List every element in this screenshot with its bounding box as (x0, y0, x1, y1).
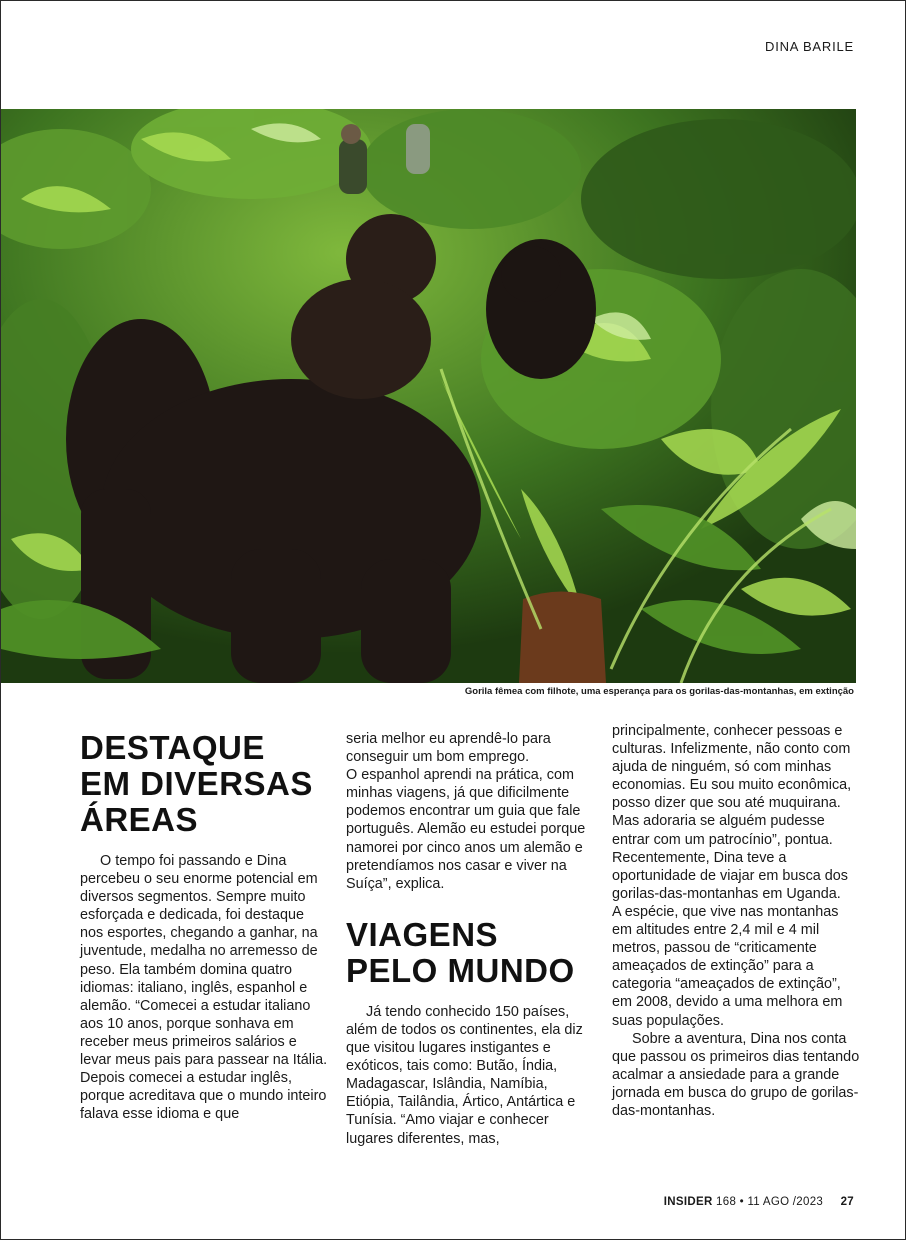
page-number: 27 (840, 1196, 854, 1208)
paragraph: seria melhor eu aprendê-lo para conseguir um bom emprego. (346, 731, 551, 766)
heading-line: VIAGENS (346, 915, 499, 953)
publication-name: INSIDER (663, 1196, 713, 1208)
column-3 (612, 722, 860, 1120)
heading-line: PELO MUNDO (346, 951, 575, 989)
paragraph: Já tendo conhecido 150 países, além de todos os continentes, ela diz que visitou lugares instigantes e exóticos, tais como: Butão, Índia, Madagascar, Islândia, Namíbia, Etiópia, Tailândia, Ártico, Antártica e Tunísia. “Amo viajar e conhecer lugares diferentes, mas, (346, 1003, 583, 1147)
section-heading-destaque (80, 730, 328, 838)
paragraph: O tempo foi passando e Dina percebeu o seu enorme potencial em diversos segmentos. Sempre muito esforçada e dedicada, foi destaque nos esportes, chegando a ganhar, na juventude, medalha no arremesso de peso. Ela também domina quatro idiomas: italiano, inglês, espanhol e alemão. “Comecei a estudar italiano aos 10 anos, porque sonhava em receber meus primeiros salários e levar meus pais para passear na Itália. Depois comecei a estudar inglês, porque acreditava que o mundo inteiro falava esse idioma e que (80, 853, 328, 1123)
author-name: DINA BARILE (765, 39, 854, 54)
page-footer (664, 1196, 854, 1208)
paragraph: O espanhol aprendi na prática, com minhas viagens, já que dificilmente podemos encontrar um guia que fale português. Alemão eu estudei porque namorei por cinco anos um alemão e pretendíamos nos casar e viver na Suíça”, explica. (346, 767, 586, 892)
heading-line: ÁREAS (80, 801, 199, 838)
edition-info: 168 • 11 AGO /2023 (716, 1196, 824, 1208)
gorilla-photo (1, 109, 856, 683)
column-1 (80, 730, 328, 1123)
paragraph: principalmente, conhecer pessoas e culturas. Infelizmente, não conto com ajuda de ninguém, só com minhas economias. Eu sou muito econômica, posso dizer que sou até muquirana. Mas adoraria se alguém pudesse entrar com um patrocínio”, pontua. Recentemente, Dina teve a oportunidade de viajar em busca dos gorilas-das-montanhas em Uganda. (612, 723, 852, 902)
heading-line: DESTAQUE (80, 729, 265, 766)
column-2 (346, 730, 594, 1148)
paragraph: Sobre a aventura, Dina nos conta que passou os primeiros dias tentando acalmar a ansiedade para a grande jornada em busca do grupo de gorilas-das-montanhas. (612, 1030, 860, 1119)
photo-caption: Gorila fêmea com filhote, uma esperança para os gorilas-das-montanhas, em extinção (464, 686, 854, 697)
paragraph: A espécie, que vive nas montanhas em altitudes entre 2,4 mil e 4 mil metros, passou de “criticamente ameaçados de extinção” para a categoria “ameaçados de extinção”, em 2008, devido a uma melhora em suas populações. (612, 903, 843, 1029)
heading-line: EM DIVERSAS (80, 765, 313, 802)
section-heading-viagens (346, 917, 594, 989)
